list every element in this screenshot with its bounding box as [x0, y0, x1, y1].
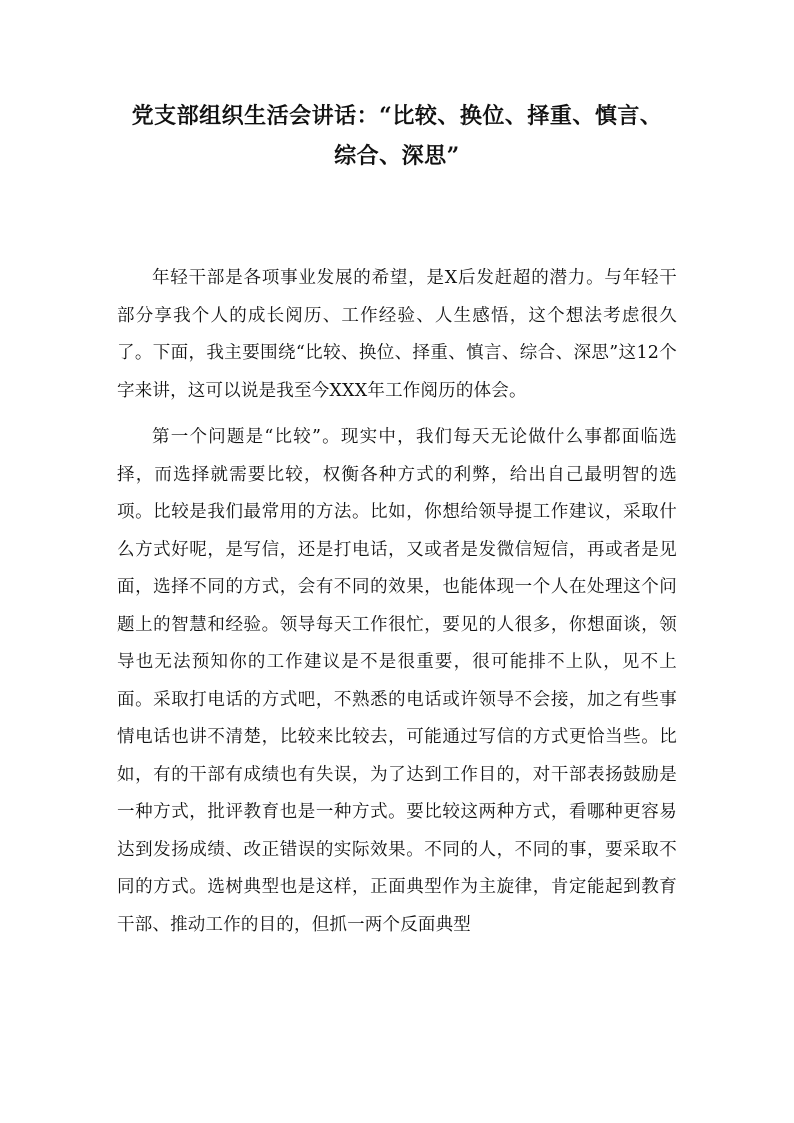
document-title [100, 96, 694, 176]
paragraph-comparison: 第一个问题是“比较”。现实中，我们每天无论做什么事都面临选择，而选择就需要比较，权衡各种方式的利弊，给出自己最明智的选项。比较是我们最常用的方法。比如，你想给领导提工作建议，采取什么方式好呢，是写信，还是打电话，又或者是发微信短信，再或者是见面，选择不同的方式，会有不同的效果，也能体现一个人在处理这个问题上的智慧和经验。领导每天工作很忙，要见的人很多，你想面谈，领导也无法预知你的工作建议是不是很重要，很可能排不上队，见不上面。采取打电话的方式吧，不熟悉的电话或许领导不会接，加之有些事情电话也讲不清楚，比较来比较去，可能通过写信的方式更恰当些。比如，有的干部有成绩也有失误，为了达到工作目的，对干部表扬鼓励是一种方式，批评教育也是一种方式。要比较这两种方式，看哪种更容易达到发扬成绩、改正错误的实际效果。不同的人，不同的事，要采取不同的方式。选树典型也是这样，正面典型作为主旋律，肯定能起到教育干部、推动工作的目的，但抓一两个反面典型 [117, 427, 677, 935]
title-line-2: 综合、深思” [334, 143, 460, 169]
title-line-1: 党支部组织生活会讲话：“比较、换位、择重、慎言、 [131, 103, 663, 129]
paragraph-intro: 年轻干部是各项事业发展的希望，是X后发赶超的潜力。与年轻干部分享我个人的成长阅历、工作经验、人生感悟，这个想法考虑很久了。下面，我主要围绕“比较、换位、择重、慎言、综合、深思”这12个字来讲，这可以说是我至今XXX年工作阅历的体会。 [117, 268, 677, 401]
document-body [117, 260, 677, 953]
